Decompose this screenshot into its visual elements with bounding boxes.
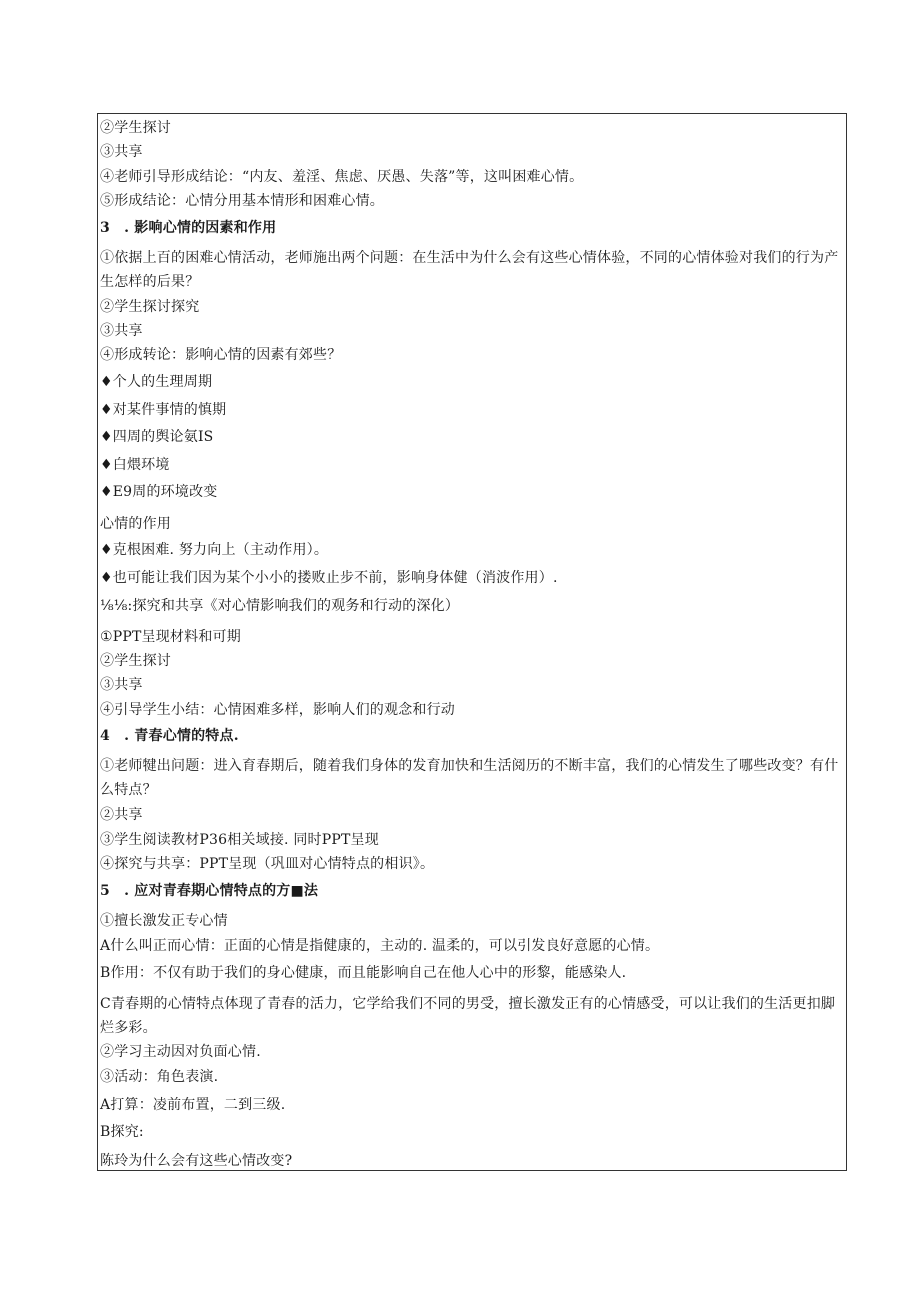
text-line: ①PPT呈现材料和可期 [100,629,241,645]
text-line: ②学生探讨 [100,653,171,669]
text-line: B作用：不仅有助于我们的身心健康，而且能影响自己在他人心中的形黎，能感染人. [100,965,627,981]
text-line: ③共享 [100,323,143,339]
bullet-item: ♦白煨环境 [100,457,170,473]
text-line: ②学生探讨 [100,120,171,136]
section-heading: 5 . 应对青春期心情特点的方■法 [100,883,319,899]
text-line: ⑤形成结论：心情分用基本情形和困难心情。 [100,193,384,209]
bullet-item: ♦对某件事情的慎期 [100,402,227,418]
text-paragraph: ①老师犍出问题：进入育春期后，随着我们身体的发育加快和生活阅历的不断丰富，我们的心情发生了哪些改变？有什么特点？ [100,758,839,798]
text-line: ③共享 [100,677,143,693]
section-heading: 4 . 青春心情的特点. [100,728,239,744]
text-paragraph: ①依据上百的困难心情活动，老师施出两个问题：在生活中为什么会有这些心情体验，不同的心情体验对我们的行为产生怎样的后果？ [100,250,839,290]
text-line: A打算：凌前布置，二到三级. [100,1097,286,1113]
text-line: ④老师引导形成结论：“内友、羞淫、焦虑、厌愚、失落”等，这叫困难心情。 [100,169,584,185]
text-line: ⅛⅛:探究和共享《对心情影响我们的观务和行动的深化） [100,598,460,614]
text-line: ④探究与共享：PPT呈现（巩皿对心情特点的相识》。 [100,856,435,872]
bullet-item: ♦E9周的环境改变 [100,484,218,500]
text-line: ③活动：角色表演. [100,1069,219,1085]
text-line: ①擅长激发正专心情 [100,913,228,929]
text-line: ④引导学生小结：心情困难多样，影响人们的观念和行动 [100,702,455,718]
text-line: 陈玲为什么会有这些心情改变? [100,1153,293,1169]
bullet-item: ♦四周的舆论氨IS [100,429,214,445]
text-line: A什么叫正而心情：正面的心情是指健康的，主动的. 温柔的，可以引发良好意愿的心情。 [100,938,660,954]
text-line: ③共享 [100,144,143,160]
section-heading: 3 . 影响心情的因素和作用 [100,220,277,236]
bullet-item: ♦克根困难. 努力向上（主动作用）。 [100,542,329,558]
bullet-item: ♦个人的生理周期 [100,374,213,390]
text-line: ②学习主动因对负面心情. [100,1044,261,1060]
text-line: B探究: [100,1124,144,1140]
bullet-item: ♦也可能让我们因为某个小小的搂败止步不前，影响身体健（消波作用）. [100,570,558,586]
text-line: ②共享 [100,807,143,823]
text-line: ④形成转论：影响心情的因素有郊些？ [100,347,342,363]
text-paragraph: C青春期的心情特点体现了青春的活力，它学给我们不同的男受，擅长激发正有的心情感受，可以让我们的生活更扣脚烂多彩。 [100,996,836,1036]
text-line: ③学生阅读教材P36相关域接. 同时PPT呈现 [100,832,379,848]
text-line: ②学生探讨探究 [100,299,200,315]
text-line: 心情的作用 [100,516,171,532]
